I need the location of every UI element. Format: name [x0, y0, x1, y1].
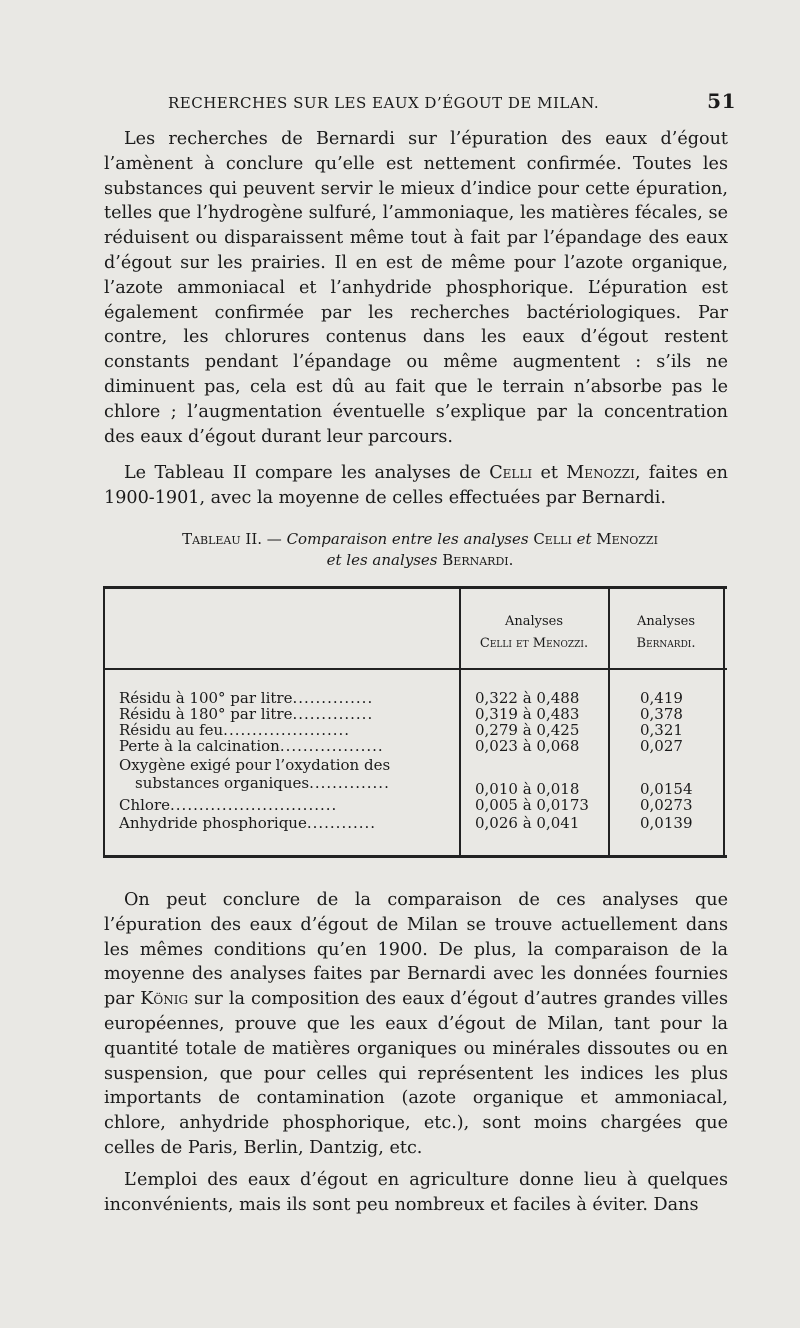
paragraph-text: L’emploi des eaux d’égout en agriculture donne lieu à quelques inconvénients, mais ils sont peu nombreux et faciles à éviter. Dans — [104, 1170, 728, 1215]
paragraph-table-intro — [104, 461, 728, 511]
author-menozzi: Menozzi — [566, 463, 635, 483]
cell-range: 0,322 à 0,488 — [475, 689, 580, 707]
cell-bernardi: 0,0139 — [640, 814, 693, 832]
cell-range: 0,010 à 0,018 — [475, 780, 580, 798]
header-text: Celli et Menozzi. — [479, 636, 589, 651]
cell-range: 0,005 à 0,0173 — [475, 796, 589, 814]
caption-title: Comparaison entre les analyses — [286, 530, 529, 548]
header-text: Bernardi. — [636, 636, 696, 651]
table-row — [119, 690, 373, 706]
caption-bernardi: Bernardi. — [442, 551, 514, 569]
row-label: Chlore — [119, 796, 171, 814]
running-title: RECHERCHES SUR LES EAUX D’ÉGOUT DE MILAN. — [168, 94, 600, 112]
cell-bernardi: 0,419 — [640, 689, 683, 707]
leader-dots: .............. — [309, 774, 390, 792]
paragraph-text — [104, 461, 728, 511]
caption-title-2: et les analyses — [326, 551, 438, 569]
row-label: Résidu à 180° par litre — [119, 705, 293, 723]
table-row — [119, 757, 390, 773]
paragraph-conclusion — [104, 888, 728, 1161]
cell-bernardi: 0,321 — [640, 721, 683, 739]
caption-et: et — [571, 530, 597, 548]
text-span: On peut conclure de la comparaison de ces analyses que l’épuration des eaux d’égout de Milan se trouve actuellement dans les mêmes conditions qu’en 1900. De plus, la comparaison de la moyenne des analyses faites par Bernardi avec les données fournies par — [104, 890, 728, 1010]
text-span: Le Tableau II compare les analyses de — [124, 463, 490, 483]
cell-bernardi: 0,0154 — [640, 780, 693, 798]
table-row — [119, 706, 373, 722]
text-span: et — [532, 463, 567, 483]
caption-menozzi: Menozzi — [596, 530, 658, 548]
row-label: Résidu au feu — [119, 721, 224, 739]
table-row — [119, 738, 384, 754]
header-celli-menozzi — [461, 611, 607, 655]
table-row — [135, 775, 390, 791]
leader-dots: ............................. — [170, 796, 338, 814]
header-text: Analyses — [504, 614, 564, 629]
author-konig: König — [140, 989, 189, 1010]
table-border-right — [723, 589, 725, 855]
table-caption-line2 — [120, 549, 720, 571]
comparison-table — [103, 586, 727, 858]
paragraph-agriculture — [104, 1168, 728, 1218]
header-text: Analyses — [636, 614, 696, 629]
leader-dots: ............ — [306, 814, 377, 832]
running-header — [168, 89, 736, 116]
table-header-rule — [103, 668, 727, 670]
page-number: 51 — [707, 89, 736, 113]
paragraph-text — [104, 888, 728, 1161]
cell-bernardi: 0,027 — [640, 737, 683, 755]
header-bernardi — [610, 611, 722, 655]
cell-range: 0,279 à 0,425 — [475, 721, 580, 739]
row-label: substances organiques — [135, 774, 310, 792]
author-celli: Celli — [489, 463, 533, 483]
row-label: Perte à la calcination — [119, 737, 280, 755]
table-caption-line1 — [120, 528, 720, 550]
row-label: Anhydride phosphorique — [119, 814, 307, 832]
table-row — [119, 797, 337, 813]
cell-bernardi: 0,0273 — [640, 796, 693, 814]
caption-dash: — — [262, 530, 287, 548]
paragraph-text: Les recherches de Bernardi sur l’épuration des eaux d’égout l’amènent à conclure qu’elle est nettement confirmée. Toutes les substances qui peuvent servir le mieux d’indice pour cette épuration, telles que l’hydrogène sulfuré, l’ammoniaque, les matières fécales, se réduisent ou disparaissent même tout à fait par l’épandage des eaux d’égout sur les prairies. Il en est de même pour l’azote organique, l’azote ammoniacal et l’anhydride phosphorique. L’épuration est également confirmée par les recherches bactériologiques. Par contre, les chlorures contenus dans les eaux d’égout restent constants pendant l’épandage ou même augmentent : s’ils ne diminuent pas, cela est dû au fait que le terrain n’absorbe pas le chlore ; l’augmentation éventuelle s’explique par la concentration des eaux d’égout durant leur parcours. — [104, 129, 728, 447]
text-span: , faites en 1900-1901, avec la moyenne de celles effectuées par Bernardi. — [104, 463, 728, 508]
leader-dots: .............. — [292, 705, 374, 723]
table-row — [119, 815, 376, 831]
text-span: sur la composition des eaux d’égout d’autres grandes villes européennes, prouve que les eaux d’égout de Milan, tant pour la quantité totale de matières organiques ou minérales dissoutes ou en suspension, que pour celles qui représentent les indices les plus importants de contamination (azote organique et ammoniacal, chlore, anhydride phosphorique, etc.), sont moins chargées que celles de Paris, Berlin, Dantzig, etc. — [104, 989, 728, 1158]
caption-celli: Celli — [533, 530, 572, 548]
cell-bernardi: 0,378 — [640, 705, 683, 723]
cell-range: 0,023 à 0,068 — [475, 737, 580, 755]
cell-range: 0,319 à 0,483 — [475, 705, 580, 723]
table-border-left — [103, 589, 105, 855]
paragraph-bernardi-results — [104, 127, 728, 449]
cell-range: 0,026 à 0,041 — [475, 814, 580, 832]
leader-dots: .................. — [279, 737, 384, 755]
row-label: Résidu à 100° par litre — [119, 689, 293, 707]
table-row — [119, 722, 350, 738]
leader-dots: .............. — [292, 689, 374, 707]
row-label: Oxygène exigé pour l’oxydation des — [119, 756, 391, 774]
table-label: Tableau II. — [182, 530, 263, 548]
leader-dots: ...................... — [223, 721, 351, 739]
